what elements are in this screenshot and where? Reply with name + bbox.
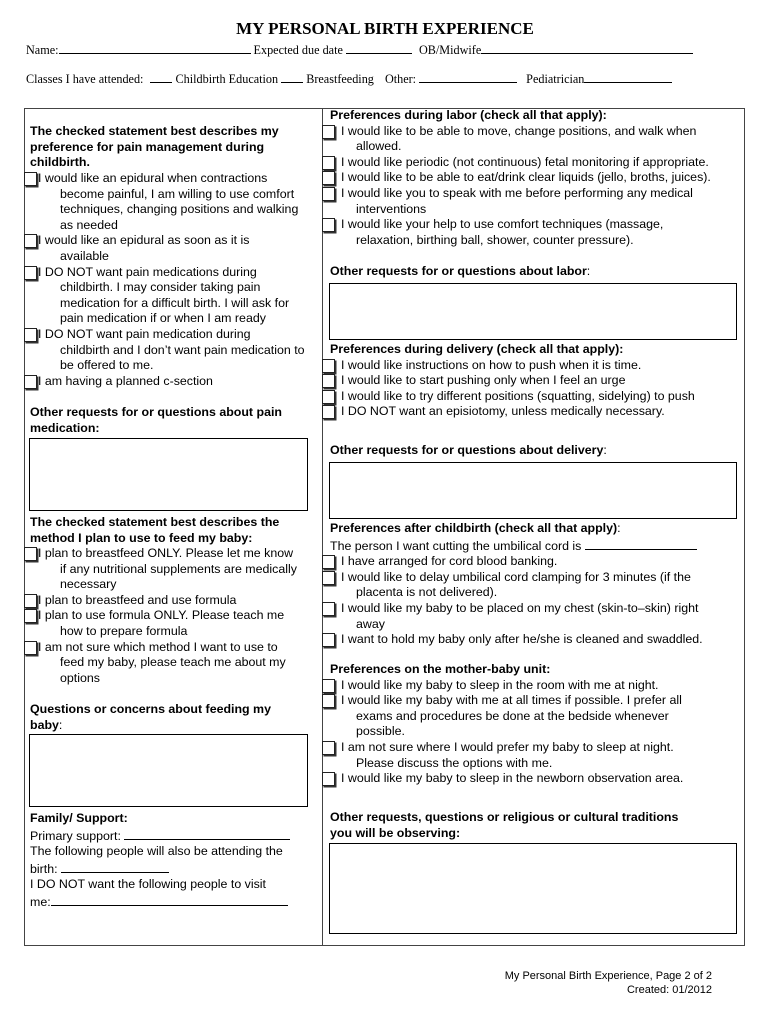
footer-created-date: Created: 01/2012: [626, 984, 712, 996]
primary-support-field[interactable]: [124, 827, 290, 840]
option-text: I DO NOT want pain medication during: [38, 326, 251, 341]
option-text: I would like your help to use comfort techniques (massage,: [341, 217, 664, 232]
heading-line: Other requests for or questions about pain: [30, 405, 282, 419]
footer: [505, 969, 712, 997]
heading-line: Other requests for or questions about delivery: [330, 443, 604, 457]
ob-midwife-label: OB/Midwife: [418, 43, 482, 57]
checkbox[interactable]: [322, 125, 335, 139]
pain-option-no-medication-may-ask[interactable]: [24, 265, 320, 327]
option-text: I want to hold my baby only after he/she is cleaned and swaddled.: [341, 632, 703, 647]
breastfeeding-blank[interactable]: [281, 71, 303, 83]
unit-option-not-sure[interactable]: [322, 740, 742, 771]
delivery-option-push-when-urge[interactable]: [322, 373, 742, 389]
traditions-heading: [330, 810, 740, 841]
labor-option-comfort-techniques[interactable]: [322, 217, 742, 248]
checkbox[interactable]: [24, 547, 37, 561]
option-text: childbirth. I may consider taking pain: [60, 280, 261, 295]
checkbox[interactable]: [24, 641, 37, 655]
header-row-1: [26, 42, 693, 58]
classes-label: Classes I have attended:: [26, 72, 144, 86]
option-text: I would like to be able to move, change positions, and walk when: [341, 123, 697, 138]
heading-line: The checked statement best describes the: [30, 515, 280, 529]
pain-heading-line: The checked statement best describes my: [30, 124, 279, 138]
pain-option-epidural-asap[interactable]: [24, 233, 320, 264]
checkbox[interactable]: [322, 359, 335, 373]
option-text: techniques, changing positions and walking: [60, 202, 299, 217]
cord-person-label: The person I want cutting the umbilical cord is: [330, 538, 582, 553]
not-visit-label: me:: [30, 894, 51, 909]
checkbox[interactable]: [322, 390, 335, 404]
breastfeeding-label: Breastfeeding: [306, 72, 374, 86]
option-text: I am not sure which method I want to use to: [38, 639, 278, 654]
pain-heading-line: childbirth.: [30, 155, 90, 170]
option-text: I would like periodic (not continuous) fetal monitoring if appropriate.: [341, 154, 709, 169]
checkbox[interactable]: [24, 234, 37, 248]
checkbox[interactable]: [322, 679, 335, 693]
cord-person-field[interactable]: [585, 537, 697, 550]
checkbox[interactable]: [24, 609, 37, 623]
due-date-label: Expected due date: [253, 43, 343, 57]
option-text: how to prepare formula: [60, 623, 188, 638]
colon: :: [586, 264, 591, 278]
delivery-option-push-instructions[interactable]: [322, 358, 742, 374]
delivery-option-different-positions[interactable]: [322, 389, 742, 405]
pain-option-no-medication-not-offered[interactable]: [24, 327, 320, 374]
colon: :: [603, 443, 607, 457]
pain-option-epidural-when-painful[interactable]: [24, 171, 320, 233]
pain-options: [24, 171, 320, 389]
other-field[interactable]: [419, 71, 517, 83]
feeding-questions-heading: [30, 702, 320, 733]
footer-page-number: My Personal Birth Experience, Page 2 of 2: [504, 970, 712, 982]
colon: :: [617, 521, 621, 535]
heading-line: medication:: [30, 420, 100, 435]
checkbox[interactable]: [322, 571, 335, 585]
option-text: exams and procedures be done at the bedside whenever: [356, 708, 669, 723]
pain-section: [30, 124, 320, 171]
labor-option-clear-liquids[interactable]: [322, 170, 742, 186]
option-text: I am having a planned c-section: [38, 373, 213, 388]
due-date-field[interactable]: [346, 42, 412, 54]
feeding-option-breastfeed-and-formula[interactable]: [24, 593, 320, 609]
labor-section: [322, 108, 742, 248]
checkbox[interactable]: [24, 172, 37, 186]
attending-field[interactable]: [61, 860, 169, 873]
checkbox[interactable]: [322, 555, 335, 569]
attending-label: birth:: [30, 861, 58, 876]
attending-label: The following people will also be attending the: [30, 844, 283, 859]
pain-option-planned-c-section[interactable]: [24, 374, 320, 390]
labor-other-heading: [330, 264, 740, 280]
unit-option-newborn-observation[interactable]: [322, 771, 742, 787]
heading-line: baby: [30, 717, 59, 732]
pediatrician-label: Pediatrician: [526, 72, 585, 86]
option-text: I would like to delay umbilical cord clamping for 3 minutes (if the: [341, 569, 691, 584]
checkbox[interactable]: [24, 594, 37, 608]
after-option-skin-to-skin[interactable]: [322, 601, 742, 632]
traditions-textbox[interactable]: [329, 843, 737, 934]
option-text: options: [60, 670, 100, 685]
childbirth-education-blank[interactable]: [150, 71, 172, 83]
labor-option-move[interactable]: [322, 124, 742, 155]
option-text: I would like instructions on how to push when it is time.: [341, 357, 642, 372]
option-text: I would like my baby to sleep in the room with me at night.: [341, 677, 659, 692]
checkbox[interactable]: [322, 187, 335, 201]
after-childbirth-section: [322, 521, 742, 648]
heading-line: Other requests, questions or religious or cultural traditions: [330, 810, 679, 824]
option-text: pain medication if or when I am ready: [60, 311, 266, 326]
option-text: I DO NOT want an episiotomy, unless medically necessary.: [341, 404, 665, 419]
not-visit-label: I DO NOT want the following people to visit: [30, 877, 266, 892]
option-text: as needed: [60, 217, 118, 232]
option-text: I would like an epidural as soon as it is: [38, 233, 250, 248]
heading-line: you will be observing:: [330, 825, 461, 840]
after-heading: Preferences after childbirth (check all that apply): [330, 521, 618, 535]
checkbox[interactable]: [24, 328, 37, 342]
checkbox[interactable]: [24, 375, 37, 389]
checkbox[interactable]: [322, 602, 335, 616]
checkbox[interactable]: [322, 633, 335, 647]
option-text: available: [60, 248, 109, 263]
feeding-option-not-sure[interactable]: [24, 640, 320, 687]
name-field[interactable]: [59, 42, 251, 54]
labor-heading: Preferences during labor (check all that apply):: [330, 108, 607, 122]
colon: :: [58, 717, 63, 732]
option-text: I would like to be able to eat/drink clear liquids (jello, broths, juices).: [341, 170, 711, 185]
page-title: MY PERSONAL BIRTH EXPERIENCE: [236, 19, 534, 38]
option-text: allowed.: [356, 139, 402, 154]
family-heading: Family/ Support:: [30, 811, 128, 825]
checkbox[interactable]: [322, 374, 335, 388]
labor-option-periodic-monitoring[interactable]: [322, 155, 742, 171]
option-text: I plan to use formula ONLY. Please teach me: [38, 608, 285, 623]
option-text: I have arranged for cord blood banking.: [341, 554, 558, 569]
heading-line: method I plan to use to feed my baby:: [30, 530, 253, 545]
family-support-section: [30, 811, 320, 911]
ob-midwife-field[interactable]: [481, 42, 693, 54]
checkbox[interactable]: [322, 171, 335, 185]
option-text: I would like my baby to be placed on my chest (skin-to–skin) right: [341, 600, 699, 615]
header-row-2: [26, 71, 672, 87]
option-text: be offered to me.: [60, 358, 154, 373]
name-label: Name:: [26, 43, 59, 57]
option-text: relaxation, birthing ball, shower, counter pressure).: [356, 232, 634, 247]
option-text: I would like an epidural when contractions: [38, 171, 268, 185]
option-text: I would like you to speak with me before performing any medical: [341, 185, 693, 200]
pain-heading-line: preference for pain management during: [30, 139, 265, 154]
after-option-hold-after-cleaned[interactable]: [322, 632, 742, 648]
delivery-option-no-episiotomy[interactable]: [322, 404, 742, 420]
pain-other-heading: [30, 405, 320, 436]
option-text: I plan to breastfeed and use formula: [38, 592, 237, 607]
feeding-options: [24, 546, 320, 686]
feeding-heading: [30, 515, 320, 546]
checkbox[interactable]: [322, 772, 335, 786]
option-text: I would like to try different positions (squatting, sidelying) to push: [341, 388, 695, 403]
option-text: I would like my baby to sleep in the newborn observation area.: [341, 771, 684, 786]
option-text: I plan to breastfeed ONLY. Please let me know: [38, 546, 294, 560]
option-text: if any nutritional supplements are medically: [60, 561, 297, 576]
delivery-other-heading: [330, 443, 740, 459]
unit-heading: Preferences on the mother-baby unit:: [330, 662, 551, 676]
heading-line: Other requests for or questions about labor: [330, 264, 587, 278]
delivery-heading: Preferences during delivery (check all that apply):: [330, 342, 624, 356]
checkbox[interactable]: [322, 694, 335, 708]
unit-option-with-me-at-all-times[interactable]: [322, 693, 742, 740]
option-text: away: [356, 616, 385, 631]
unit-option-room-at-night[interactable]: [322, 678, 742, 694]
checkbox[interactable]: [322, 218, 335, 232]
option-text: I would like my baby with me at all times if possible. I prefer all: [341, 693, 682, 708]
delivery-other-textbox[interactable]: [329, 462, 737, 519]
delivery-section: [322, 342, 742, 420]
option-text: interventions: [356, 201, 427, 216]
option-text: necessary: [60, 577, 117, 592]
feeding-option-formula-only[interactable]: [24, 608, 320, 639]
checkbox[interactable]: [322, 405, 335, 419]
not-visit-field[interactable]: [51, 893, 288, 906]
checkbox[interactable]: [24, 266, 37, 280]
pediatrician-field[interactable]: [584, 71, 672, 83]
option-text: possible.: [356, 724, 405, 739]
feeding-questions-textbox[interactable]: [29, 734, 308, 807]
option-text: become painful, I am willing to use comfort: [60, 186, 295, 201]
option-text: placenta is not delivered).: [356, 585, 498, 600]
option-text: I am not sure where I would prefer my baby to sleep at night.: [341, 739, 674, 754]
checkbox[interactable]: [322, 741, 335, 755]
labor-option-speak-before-interventions[interactable]: [322, 186, 742, 217]
option-text: medication for a difficult birth. I will ask for: [60, 295, 290, 310]
option-text: Please discuss the options with me.: [356, 755, 553, 770]
mother-baby-unit-section: [322, 662, 742, 787]
after-option-delay-clamping[interactable]: [322, 570, 742, 601]
option-text: feed my baby, please teach me about my: [60, 655, 286, 670]
childbirth-education-label: Childbirth Education: [175, 72, 279, 86]
option-text: I DO NOT want pain medications during: [38, 264, 257, 279]
heading-line: Questions or concerns about feeding my: [30, 702, 271, 716]
pain-other-textbox[interactable]: [29, 438, 308, 511]
primary-support-label: Primary support:: [30, 828, 121, 843]
other-label: Other:: [384, 72, 417, 86]
option-text: I would like to start pushing only when I feel an urge: [341, 373, 626, 388]
checkbox[interactable]: [322, 156, 335, 170]
after-option-cord-blood-banking[interactable]: [322, 554, 742, 570]
feeding-option-breastfeed-only[interactable]: [24, 546, 320, 593]
labor-other-textbox[interactable]: [329, 283, 737, 340]
option-text: childbirth and I don’t want pain medication to: [60, 342, 305, 357]
